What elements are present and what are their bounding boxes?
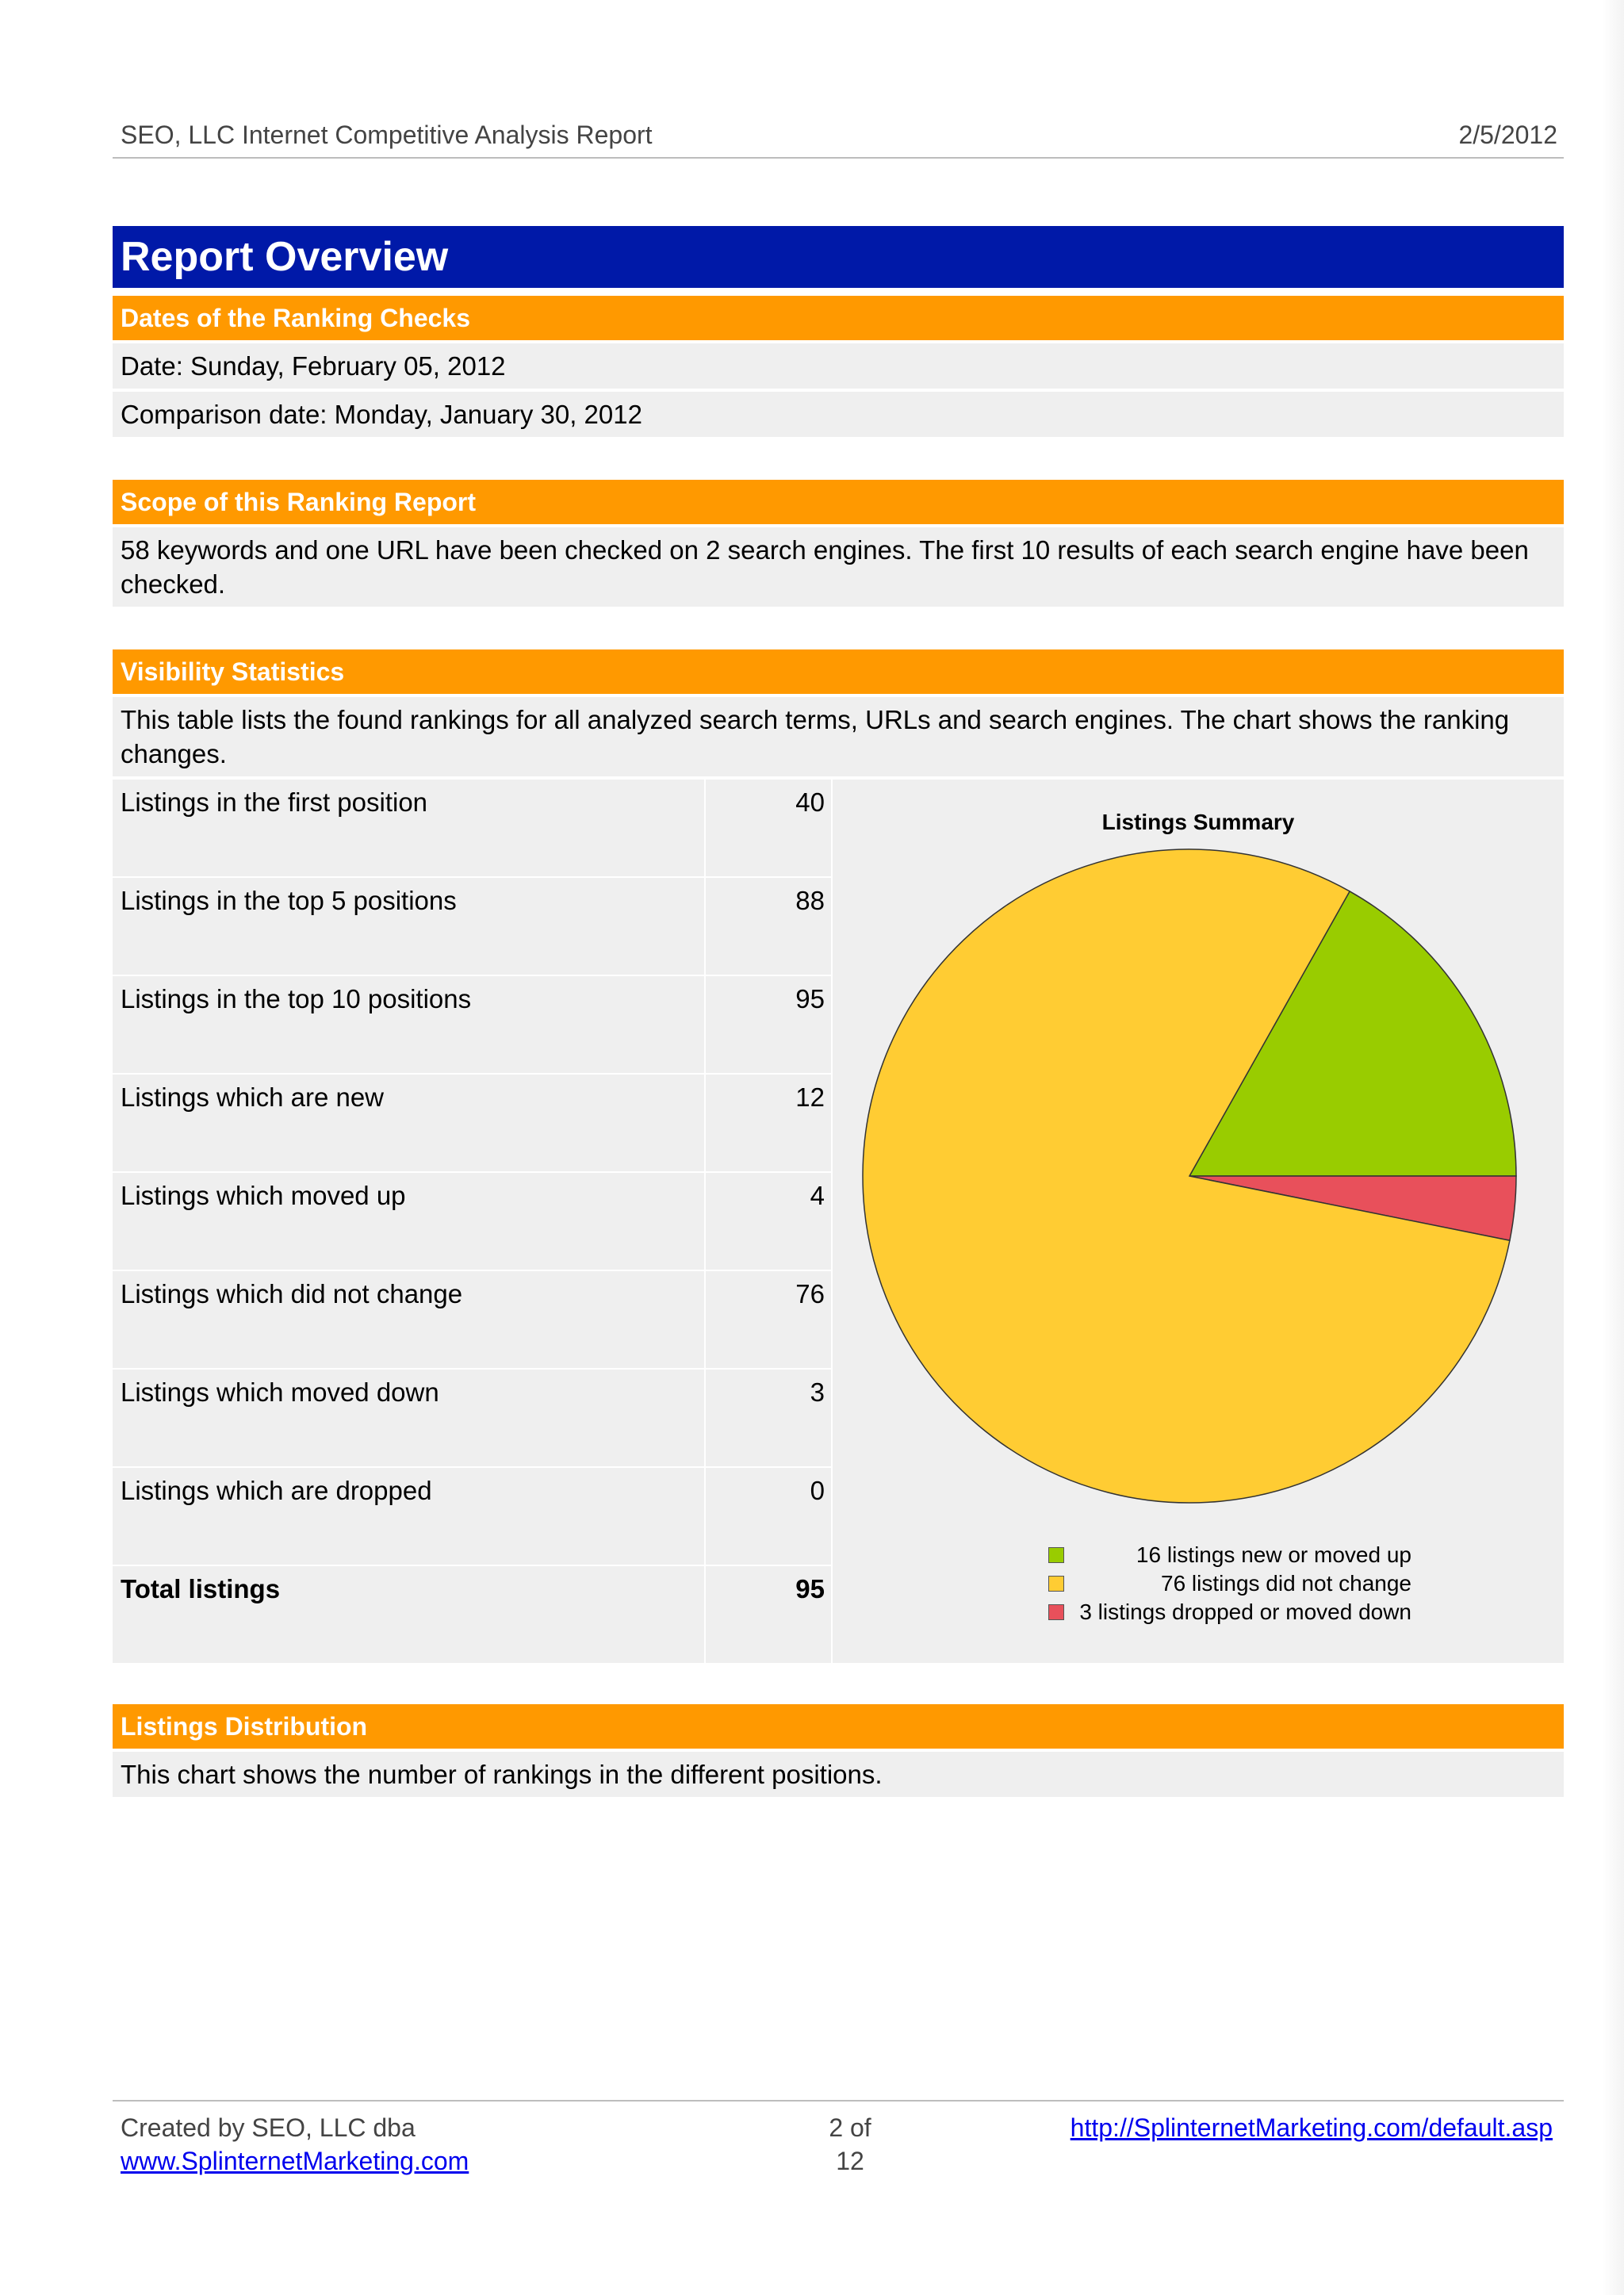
- legend-label: 3 listings dropped or moved down: [1079, 1600, 1411, 1624]
- distribution-heading: Listings Distribution: [113, 1704, 1564, 1749]
- report-content: [113, 226, 1564, 1800]
- page-header: [113, 121, 1564, 159]
- page-footer: [113, 2100, 1564, 2175]
- stat-row: [113, 1271, 831, 1368]
- stat-value: 95: [706, 976, 831, 1073]
- legend-swatch: [1048, 1576, 1064, 1592]
- visibility-text: This table lists the found rankings for all analyzed search terms, URLs and search engines. The chart shows the ranking changes.: [113, 697, 1564, 776]
- distribution-text: This chart shows the number of rankings in the different positions.: [113, 1752, 1564, 1797]
- legend-label: 16 listings new or moved up: [1136, 1542, 1411, 1567]
- stat-label: Listings in the top 5 positions: [113, 878, 704, 975]
- scope-heading: Scope of this Ranking Report: [113, 480, 1564, 524]
- stat-label: Listings which did not change: [113, 1271, 704, 1368]
- stat-value: 12: [706, 1075, 831, 1171]
- stat-row-total: [113, 1566, 831, 1663]
- stat-label: Listings which are new: [113, 1075, 704, 1171]
- header-date: 2/5/2012: [1458, 121, 1557, 149]
- stat-label: Listings which are dropped: [113, 1468, 704, 1565]
- stat-value: 88: [706, 878, 831, 975]
- footer-credit: [121, 2111, 469, 2178]
- legend-swatch: [1048, 1604, 1064, 1620]
- page-total: 12: [836, 2147, 864, 2175]
- legend-swatch: [1048, 1547, 1064, 1563]
- listings-summary-chart: [833, 780, 1564, 1663]
- footer-url: [1071, 2111, 1553, 2144]
- footer-url-link[interactable]: http://SplinternetMarketing.com/default.asp: [1070, 2113, 1553, 2142]
- dates-heading: Dates of the Ranking Checks: [113, 296, 1564, 340]
- stat-label: Listings which moved up: [113, 1173, 704, 1270]
- chart-title: Listings Summary: [1101, 810, 1295, 834]
- stat-row: [113, 1173, 831, 1270]
- stat-value: 40: [706, 780, 831, 876]
- stat-value: 0: [706, 1468, 831, 1565]
- scope-text: 58 keywords and one URL have been checked on 2 search engines. The first 10 results of each search engine have been checked.: [113, 527, 1564, 607]
- stat-label: Listings in the first position: [113, 780, 704, 876]
- visibility-stats: [113, 780, 1564, 1665]
- report-title: Report Overview: [113, 226, 1564, 288]
- stats-table: [113, 780, 831, 1665]
- legend-item: [1048, 1569, 1411, 1598]
- pie-chart: [833, 780, 1564, 1663]
- legend-item: [1048, 1541, 1411, 1569]
- stat-value: 76: [706, 1271, 831, 1368]
- stat-row: [113, 1370, 831, 1466]
- comparison-date: Comparison date: Monday, January 30, 2012: [113, 392, 1564, 437]
- footer-site-link[interactable]: www.SplinternetMarketing.com: [121, 2147, 469, 2175]
- stat-value: 4: [706, 1173, 831, 1270]
- page-of: 2 of: [829, 2113, 871, 2142]
- chart-legend: [1048, 1541, 1411, 1626]
- stat-row: [113, 1468, 831, 1565]
- stat-label: Listings in the top 10 positions: [113, 976, 704, 1073]
- stat-row: [113, 780, 831, 876]
- stat-value: 3: [706, 1370, 831, 1466]
- page-edge: [1602, 0, 1624, 2295]
- stat-value: 95: [706, 1566, 831, 1663]
- page-number: [810, 2111, 890, 2178]
- legend-label: 76 listings did not change: [1161, 1571, 1411, 1596]
- stat-row: [113, 1075, 831, 1171]
- legend-item: [1048, 1598, 1411, 1626]
- stat-label: Listings which moved down: [113, 1370, 704, 1466]
- visibility-heading: Visibility Statistics: [113, 649, 1564, 694]
- header-title: SEO, LLC Internet Competitive Analysis Report: [121, 121, 653, 149]
- stat-label: Total listings: [113, 1566, 704, 1663]
- report-date: Date: Sunday, February 05, 2012: [113, 343, 1564, 389]
- footer-created-by: Created by SEO, LLC dba: [121, 2113, 416, 2142]
- stat-row: [113, 878, 831, 975]
- stat-row: [113, 976, 831, 1073]
